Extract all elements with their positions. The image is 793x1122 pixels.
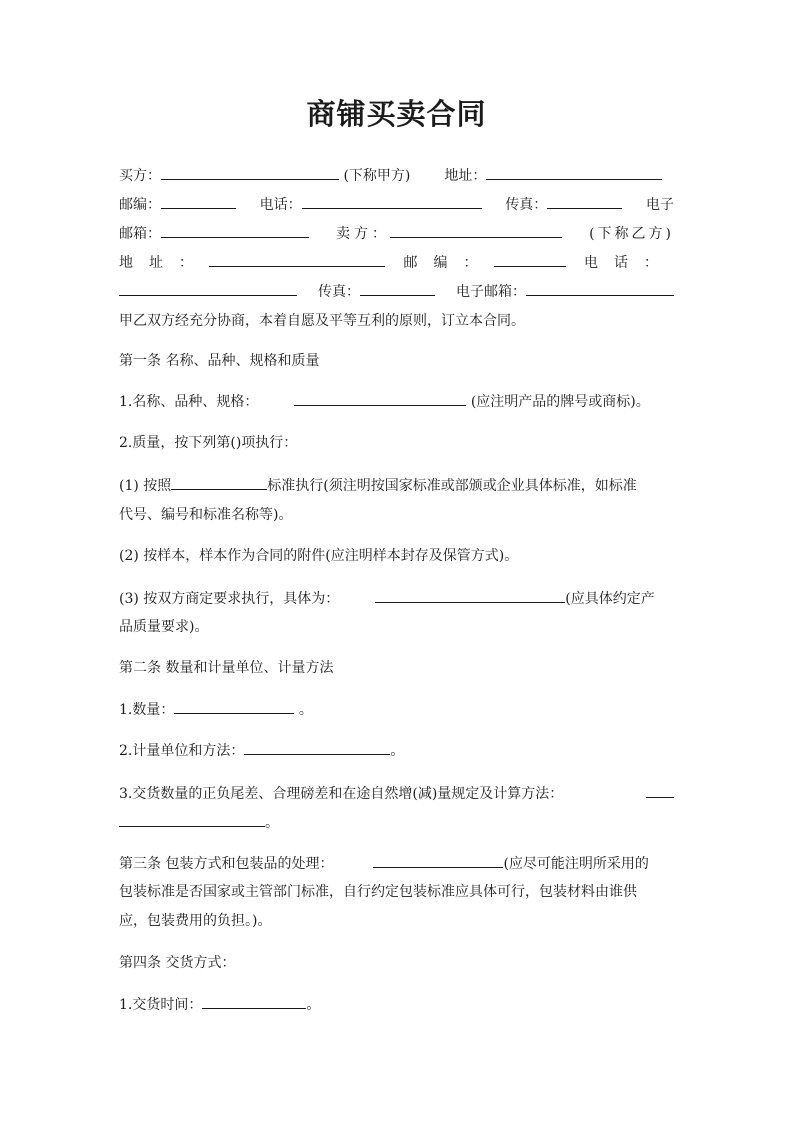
phone-label: 电话： <box>259 197 302 213</box>
quality-requirement-blank[interactable] <box>375 589 565 603</box>
buyer-label: 买方： <box>119 168 161 184</box>
delivery-time-blank[interactable] <box>202 995 306 1009</box>
article4-item1-end: 。 <box>306 997 321 1013</box>
seller-blank[interactable] <box>390 224 562 238</box>
article2-item1-end: 。 <box>298 702 313 718</box>
product-name-blank[interactable] <box>294 392 466 406</box>
party-line-2 <box>119 195 674 215</box>
tolerance-blank-b[interactable] <box>119 813 265 827</box>
zip2-label: 邮编： <box>403 255 494 271</box>
article2-item1 <box>119 700 674 720</box>
standard-blank[interactable] <box>171 476 267 490</box>
article1-item1-label: 1.名称、品种、规格： <box>119 394 259 410</box>
fax-blank[interactable] <box>547 195 622 209</box>
zip2-blank[interactable] <box>494 253 566 267</box>
article1-item2: 2.质量，按下列第()项执行： <box>119 435 298 451</box>
party-line-4 <box>119 253 674 273</box>
tolerance-blank-a[interactable] <box>646 784 674 798</box>
email2-label: 电子邮箱： <box>456 284 526 300</box>
article1-sub1-cont: 代号、编号和标准名称等)。 <box>119 507 293 523</box>
phone2-label: 电话： <box>584 255 674 271</box>
article2-heading: 第二条 数量和计量单位、计量方法 <box>119 660 334 676</box>
party-line-3 <box>119 224 674 244</box>
buyer-blank[interactable] <box>161 166 339 180</box>
article1-sub3-cont: 品质量要求)。 <box>119 619 209 635</box>
article2-item3-cont <box>119 813 674 833</box>
email-label-part-b: 邮箱： <box>119 226 161 242</box>
unit-method-blank[interactable] <box>244 741 390 755</box>
phone-blank[interactable] <box>302 195 482 209</box>
article1-sub3-suffix: (应具体约定产 <box>565 591 655 607</box>
address-label: 地址： <box>444 168 487 184</box>
article2-item1-label: 1.数量： <box>119 702 175 718</box>
buyer-alias: (下称甲方) <box>343 168 411 184</box>
party-line-5 <box>119 282 674 302</box>
fax-label: 传真： <box>505 197 548 213</box>
article3-line3: 应，包装费用的负担。)。 <box>119 913 272 929</box>
article3-heading-prefix: 第三条 包装方式和包装品的处理： <box>119 856 334 872</box>
party-line-1 <box>119 166 674 186</box>
email2-blank[interactable] <box>526 282 674 296</box>
phone2-blank[interactable] <box>119 282 297 296</box>
article4-item1 <box>119 995 674 1015</box>
address2-label: 地址： <box>119 255 209 271</box>
article3-line2: 包装标准是否国家或主管部门标准，自行约定包装标准应具体可行，包装材料由谁供 <box>119 884 637 900</box>
article1-sub1-prefix: (1) 按照 <box>119 478 172 494</box>
article1-sub3-prefix: (3) 按双方商定要求执行，具体为： <box>119 591 340 607</box>
zip-blank[interactable] <box>161 195 236 209</box>
article1-sub2: (2) 按样本，样本作为合同的附件(应注明样本封存及保管方式)。 <box>119 548 519 564</box>
article3-heading <box>119 854 674 874</box>
zip-label: 邮编： <box>119 197 161 213</box>
article2-item3 <box>119 784 674 804</box>
article1-sub1 <box>119 476 674 496</box>
intro-text: 甲乙双方经充分协商，本着自愿及平等互利的原则，订立本合同。 <box>119 313 525 329</box>
fax2-blank[interactable] <box>360 282 435 296</box>
article2-item2-label: 2.计量单位和方法： <box>119 743 245 759</box>
article2-item3-text: 3.交货数量的正负尾差、合理磅差和在途自然增(减)量规定及计算方法： <box>119 786 564 802</box>
address2-blank[interactable] <box>209 253 385 267</box>
seller-alias: (下称乙方) <box>589 226 674 242</box>
seller-label: 卖方： <box>336 226 391 242</box>
email-label-part-a: 电子 <box>645 197 674 213</box>
packaging-blank[interactable] <box>373 854 503 868</box>
article4-item1-label: 1.交货时间： <box>119 997 203 1013</box>
article1-sub3 <box>119 589 674 609</box>
article4-heading: 第四条 交货方式： <box>119 955 236 971</box>
article2-item2-end: 。 <box>390 743 405 759</box>
article2-item2 <box>119 741 674 761</box>
document-title: 商铺买卖合同 <box>306 97 487 131</box>
email-blank[interactable] <box>161 224 309 238</box>
article2-item3-end: 。 <box>265 815 279 831</box>
article1-item1-note: (应注明产品的牌号或商标)。 <box>470 394 650 410</box>
quantity-blank[interactable] <box>174 700 294 714</box>
article3-heading-suffix: (应尽可能注明所采用的 <box>503 856 649 872</box>
article1-sub1-suffix: 标准执行(须注明按国家标准或部颁或企业具体标准，如标准 <box>267 478 637 494</box>
fax2-label: 传真： <box>318 284 360 300</box>
article1-item1 <box>119 392 674 412</box>
article1-heading: 第一条 名称、品种、规格和质量 <box>119 353 320 369</box>
address-blank[interactable] <box>486 166 662 180</box>
